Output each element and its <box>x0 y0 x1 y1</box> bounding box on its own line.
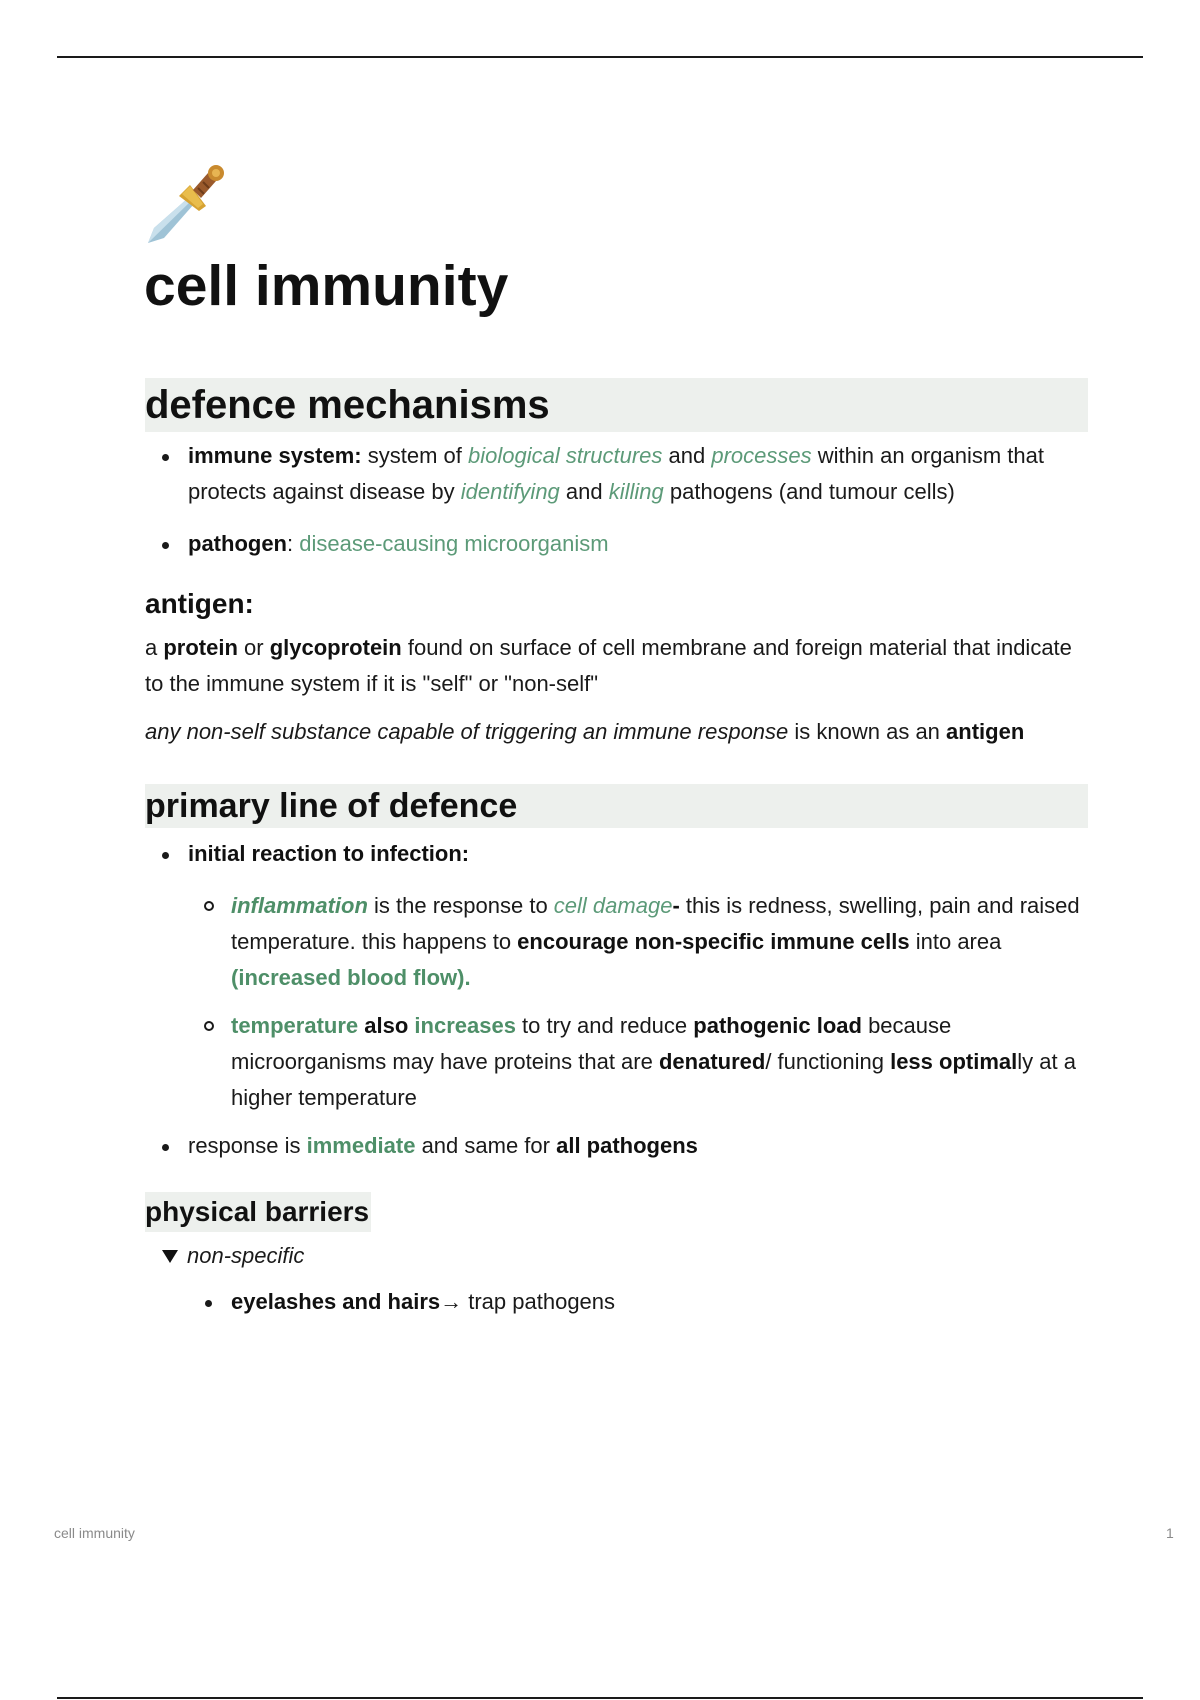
list-item-eyelashes: eyelashes and hairs→ trap pathogens <box>188 1284 1088 1320</box>
heading-physical-barriers: physical barriers <box>145 1192 371 1232</box>
toggle-non-specific[interactable] <box>145 1238 1088 1274</box>
list-item-response: response is immediate and same for all pathogens <box>145 1128 1088 1164</box>
page-title: cell immunity <box>144 254 509 318</box>
toggle-label: non-specific <box>187 1243 305 1268</box>
heading-defence-mechanisms: defence mechanisms <box>145 378 1088 432</box>
defence-list <box>145 438 1088 562</box>
list-item-temperature: temperature also increases to try and reduce pathogenic load because microorganisms may have proteins that are denatured/ functioning less optimally at a higher temperature <box>188 1008 1088 1116</box>
list-item-immune-system: immune system: system of biological structures and processes within an organism that protects against disease by identifying and killing pathogens (and tumour cells) <box>145 438 1088 510</box>
triangle-down-icon[interactable] <box>162 1250 178 1263</box>
list-item-pathogen: pathogen: disease-causing microorganism <box>145 526 1088 562</box>
heading-primary-line-of-defence: primary line of defence <box>145 784 1088 828</box>
list-item-initial-reaction: initial reaction to infection: inflammation is the response to cell damage- this is redness, swelling, pain and raised temperature. this happens to encourage non-specific immune cells into area (increased blood flow). temperature also increases to try and reduce pathogenic load because microorganisms may have proteins that are denatured/ functioning less optimally at a higher temperature <box>145 836 1088 1116</box>
dagger-icon <box>146 156 236 246</box>
top-rule <box>57 56 1143 58</box>
paragraph-antigen-note: any non-self substance capable of triggering an immune response is known as an antigen <box>145 719 1025 744</box>
footer-page-number: 1 <box>1166 1525 1174 1541</box>
paragraph-antigen-definition: a protein or glycoprotein found on surface of cell membrane and foreign material that indicate to the immune system if it is "self" or "non-self" <box>145 635 1072 696</box>
initial-reaction-sublist <box>188 888 1088 1116</box>
footer-document-title: cell immunity <box>54 1525 135 1541</box>
heading-antigen: antigen: <box>145 588 254 619</box>
page-content <box>145 378 1088 1320</box>
bottom-rule <box>57 1697 1143 1699</box>
non-specific-list <box>145 1284 1088 1320</box>
primary-defence-list <box>145 836 1088 1164</box>
list-item-inflammation: inflammation is the response to cell damage- this is redness, swelling, pain and raised temperature. this happens to encourage non-specific immune cells into area (increased blood flow). <box>188 888 1088 996</box>
